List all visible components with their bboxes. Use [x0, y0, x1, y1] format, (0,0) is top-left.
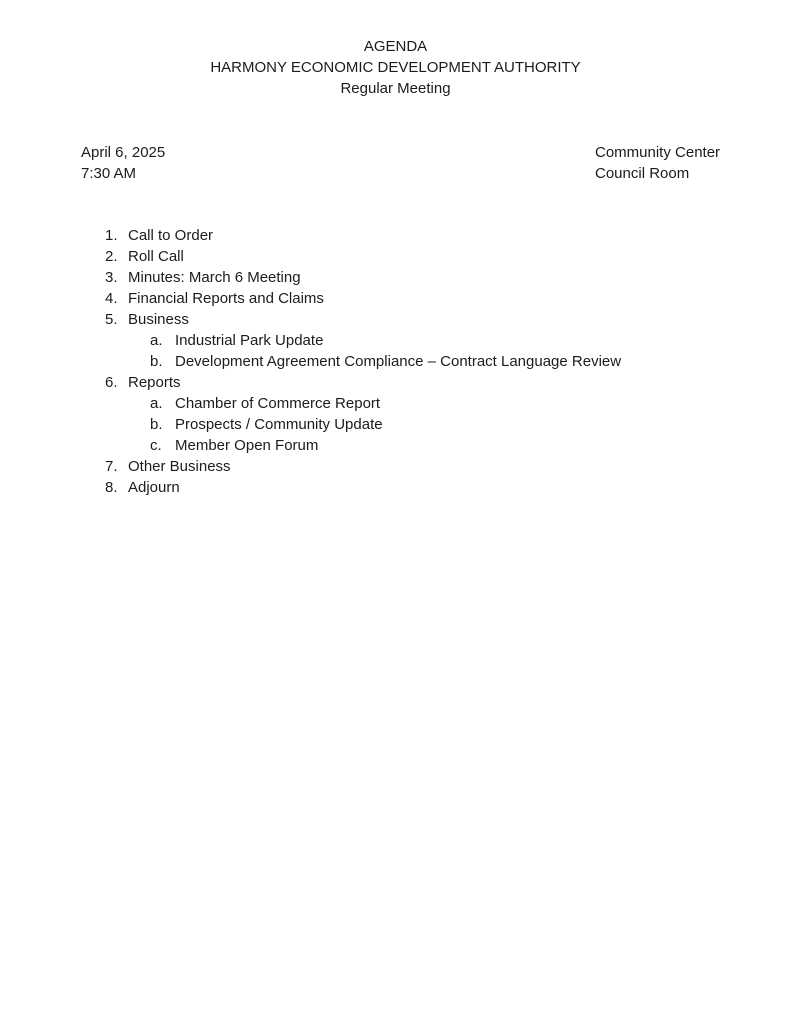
agenda-item-2 — [105, 246, 791, 267]
agenda-item-number: 3. — [105, 269, 118, 286]
meeting-location — [595, 142, 791, 184]
agenda-item-number: 6. — [105, 374, 118, 391]
document-header — [0, 0, 791, 99]
agenda-subitem-label: Chamber of Commerce Report — [175, 395, 381, 412]
organization-name: HARMONY ECONOMIC DEVELOPMENT AUTHORITY — [210, 59, 581, 76]
agenda-subitem-letter: b. — [150, 353, 163, 370]
agenda-item-number: 8. — [105, 479, 118, 496]
agenda-item-label: Other Business — [128, 458, 231, 475]
agenda-subitem-6a — [150, 393, 791, 414]
agenda-item-label: Adjourn — [128, 479, 180, 496]
agenda-item-number: 7. — [105, 458, 118, 475]
meeting-info — [0, 142, 791, 184]
agenda-item-8 — [105, 477, 791, 498]
meeting-room: Council Room — [595, 165, 690, 182]
agenda-subitem-label: Development Agreement Compliance – Contract Language Review — [175, 353, 622, 370]
agenda-item-label: Minutes: March 6 Meeting — [128, 269, 301, 286]
meeting-datetime — [81, 142, 595, 184]
meeting-time: 7:30 AM — [81, 165, 137, 182]
agenda-subitem-letter: a. — [150, 395, 163, 412]
agenda-subitem-letter: a. — [150, 332, 163, 349]
agenda-item-6 — [105, 372, 791, 393]
agenda-item-label: Reports — [128, 374, 181, 391]
agenda-subitem-5a — [150, 330, 791, 351]
agenda-item-label: Business — [128, 311, 189, 328]
agenda-item-1 — [105, 225, 791, 246]
agenda-item-number: 2. — [105, 248, 118, 265]
agenda-item-number: 1. — [105, 227, 118, 244]
agenda-item-label: Call to Order — [128, 227, 214, 244]
document-title: AGENDA — [363, 38, 428, 55]
agenda-subitem-letter: b. — [150, 416, 163, 433]
agenda-subitem-label: Member Open Forum — [175, 437, 319, 454]
agenda-item-7 — [105, 456, 791, 477]
agenda-item-label: Roll Call — [128, 248, 184, 265]
agenda-item-label: Financial Reports and Claims — [128, 290, 324, 307]
agenda-item-3 — [105, 267, 791, 288]
meeting-venue: Community Center — [595, 144, 721, 161]
agenda-subitem-label: Industrial Park Update — [175, 332, 324, 349]
agenda-item-4 — [105, 288, 791, 309]
agenda-subitem-label: Prospects / Community Update — [175, 416, 383, 433]
meeting-date: April 6, 2025 — [81, 144, 166, 161]
agenda-subitem-letter: c. — [150, 437, 162, 454]
agenda-subitem-6b — [150, 414, 791, 435]
agenda-item-number: 4. — [105, 290, 118, 307]
meeting-type: Regular Meeting — [340, 80, 451, 97]
agenda-list — [0, 225, 791, 498]
agenda-subitem-5b — [150, 351, 791, 372]
agenda-item-5 — [105, 309, 791, 330]
agenda-item-number: 5. — [105, 311, 118, 328]
agenda-subitem-6c — [150, 435, 791, 456]
